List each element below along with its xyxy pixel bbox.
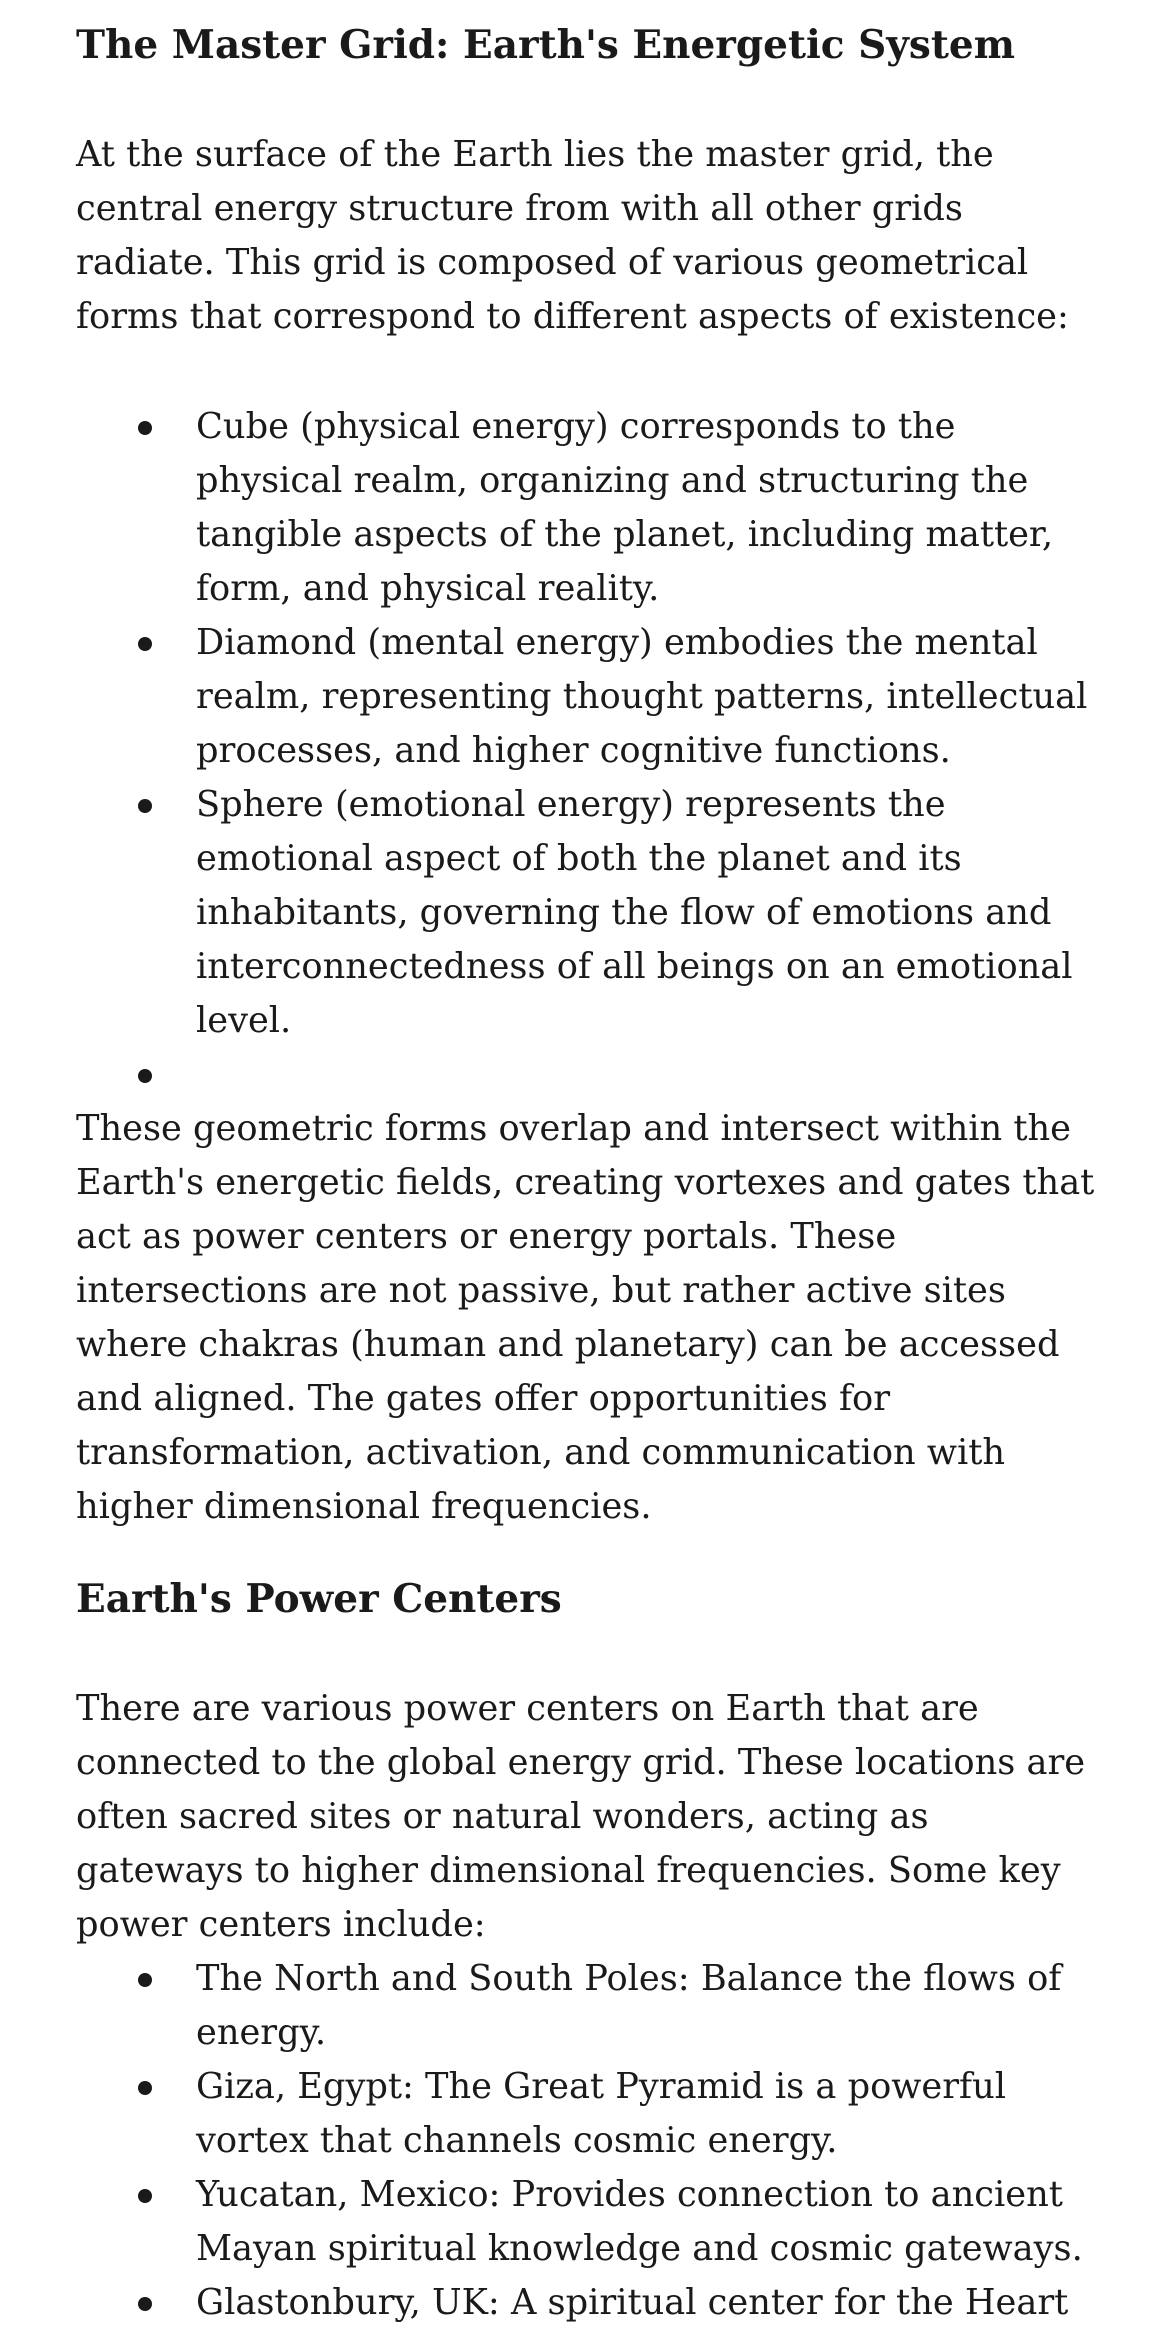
list-item-text: Cube (physical energy) corresponds to the physical realm, organizing and structuring the tangible aspects of the planet, including matter, form, and physical reality. [196,406,1054,609]
power-centers-list [76,1952,1096,2330]
list-item-text: Sphere (emotional energy) represents the emotional aspect of both the planet and its inhabitants, governing the flow of emotions and interconnectedness of all beings on an emotional level. [196,784,1073,1041]
bullet-icon [138,2297,152,2311]
master-grid-closing: These geometric forms overlap and intersect within the Earth's energetic fields, creating vortexes and gates that act as power centers or energy portals. These intersections are not passive, but rather active sites where chakras (human and planetary) can be accessed and aligned. The gates offer opportunities for transformation, activation, and communication with higher dimensional frequencies. [76,1108,1095,1527]
geometric-forms-list [76,400,1096,1102]
bullet-icon [138,2189,152,2203]
list-item-giza [196,2060,1096,2168]
list-item-text: Diamond (mental energy) embodies the mental realm, representing thought patterns, intellectual processes, and higher cognitive functions. [196,622,1088,771]
list-item-cube [196,400,1096,616]
bullet-icon [138,637,152,651]
list-item-empty [196,1048,1096,1102]
section-heading-power-centers: Earth's Power Centers [76,1576,562,1622]
article [76,0,1096,2330]
section-heading-master-grid: The Master Grid: Earth's Energetic System [76,22,1015,68]
list-item-glastonbury [196,2276,1096,2330]
list-item-text: Yucatan, Mexico: Provides connection to ancient Mayan spiritual knowledge and cosmic gateways. [196,2174,1083,2269]
list-item-text: Glastonbury, UK: A spiritual center for the Heart [196,2282,1069,2323]
bullet-icon [138,1069,152,1083]
list-item-yucatan [196,2168,1096,2276]
list-item-sphere [196,778,1096,1048]
list-item-poles [196,1952,1096,2060]
power-centers-intro: There are various power centers on Earth that are connected to the global energy grid. These locations are often sacred sites or natural wonders, acting as gateways to higher dimensional frequencies. Some key power centers include: [76,1688,1086,1945]
list-item-text: The North and South Poles: Balance the flows of energy. [196,1958,1062,2053]
bullet-icon [138,1973,152,1987]
bullet-icon [138,2081,152,2095]
list-item-diamond [196,616,1096,778]
list-item-text: Giza, Egypt: The Great Pyramid is a powerful vortex that channels cosmic energy. [196,2066,1006,2161]
bullet-icon [138,799,152,813]
master-grid-intro: At the surface of the Earth lies the master grid, the central energy structure from with all other grids radiate. This grid is composed of various geometrical forms that correspond to different aspects of existence: [76,134,1069,337]
bullet-icon [138,421,152,435]
